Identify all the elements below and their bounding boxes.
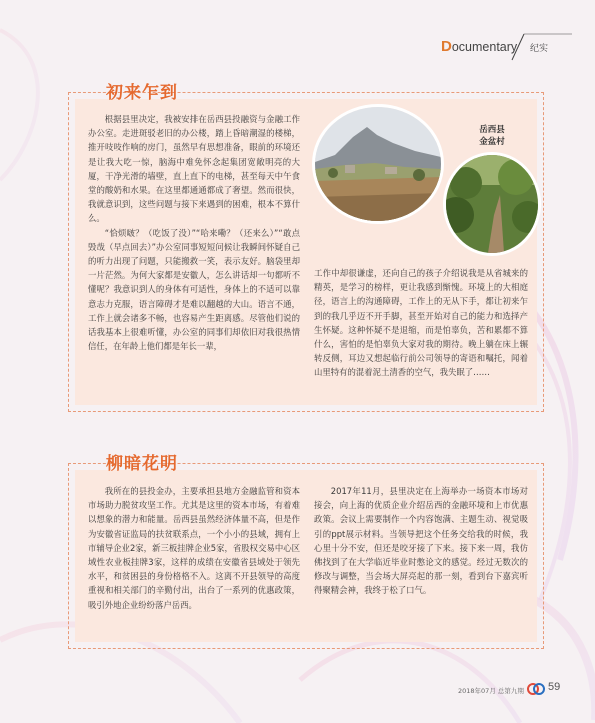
issue-info: 2018年07月 总第九期 [458,687,524,695]
section1-title: 初来乍到 [106,83,178,103]
photo-caption-line1: 岳西县 [479,125,505,135]
paragraph: “恰烦啵？（吃饭了没）”“哈来嘞？（还来么）”“敢点毁哉（早点回去）”办公室同事短短问候让我瞬间怀疑自己的听力出现了问题，只能搬救一笑，表示友好。脑袋里却一片茫然。为何大家都是安徽人，怎么讲话却一句都听不懂呢？我意识到人的身体有可适性，身体上的不适可以靠意志力克服，语言障碍才是难以翻越的大山。语言不通，工作上就会诸多不畅，也容易产生距离感。尽管他们说的话我基本上很难听懂，办公室的同事们却依旧对我很热情信任，在年龄上他们都是年长一辈， [88,227,300,352]
paragraph: 工作中却很谦虚，还向自己的孩子介绍说我是从省城来的精英，是学习的榜样，更让我感到惭愧。环境上的大相庭径，语言上的沟通障碍，工作上的无从下手，都让初来乍到的我几乎迈不开手脚，甚至开始对自己的能力和选择产生怀疑。这种怀疑不是退缩，而是怕辜负，苦和累都不算什么，害怕的是怕辜负大家对我的期待。晚上躺在床上辗转反侧，耳边又想起临行前公司领导的寄语和嘱托，闻着山里特有的混着泥土清香的空气，我失眠了…… [314,268,528,378]
paragraph: 根据县里决定，我被安排在岳西县投融资与金融工作办公室。走进斑驳老旧的办公楼，踏上昏暗潮湿的楼梯，推开吱吱作响的房门，虽然早有思想准备，眼前的环境还是让我大吃一惊，脑海中难免怀念起集团宽敞明亮的大厦，干净光滑的墙壁，直上直下的电梯，甚至每天中午食堂的酸奶和水果。在这里都通通都成了奢望。然而很快，我就意识到，这些问题与接下来遇到的困难，根本不算什么。 [88,114,300,224]
header-word: ocumentary [451,40,518,54]
section1-left-column [88,112,300,353]
section2-right-column [314,484,528,598]
section2-title: 柳暗花明 [106,454,178,474]
section1-right-column [314,266,528,380]
header-slash-icon [0,0,595,80]
photo-caption [462,124,522,148]
paragraph: 2017年11月，县里决定在上海举办一场资本市场对接会，向上海的优质企业介绍岳西的金融环境和上市优惠政策。会议上需要制作一个内容饱满、主题生动、视觉吸引的ppt展示材料。当领导把这个任务交给我的时候，我心里十分不安，但还是咬牙接了下来。接下来一周，我仿佛找到了在大学临近毕业时憋论文的感觉。经过无数次的修改与调整，当会场大屏亮起的那一刻，看到台下嘉宾听得聚精会神，我终于松了口气。 [314,486,528,596]
page-number: 59 [548,681,561,693]
paragraph: 我所在的县投金办，主要承担县地方金融监管和资本市场助力脱贫攻坚工作。尤其是这里的资本市场，有着难以想象的潜力和能量。岳西县虽然经济体量不高，但是作为安徽省证监局的扶贫联系点，一个小小的县域，拥有上市辅导企业2家，新三板挂牌企业5家，省股权交易中心区域性农业板挂牌3家，这样的成绩在安徽省县域处于领先水平，和贫困县的身份格格不入。这离不开县领导的高度重视和相关部门的辛勤付出，出台了一系列的优惠政策，吸引外地企业纷纷落户岳西。 [88,486,300,610]
header-initial: D [441,38,452,55]
publication-logo-icon [527,682,545,696]
landscape-photo [312,104,444,224]
forest-path-photo [443,152,541,256]
section2-left-column [88,484,300,612]
photo-caption-line2: 金盆村 [479,137,505,147]
header-subtitle: 纪实 [530,44,549,54]
